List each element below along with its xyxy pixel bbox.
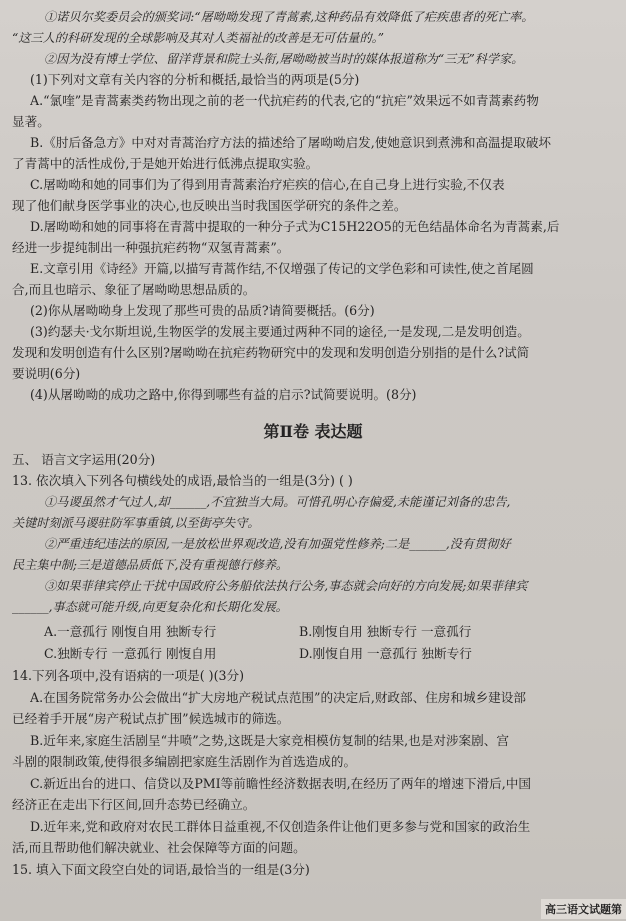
text-line: A.在国务院常务办公会做出“扩大房地产税试点范围”的决定后,财政部、住房和城乡建设部 xyxy=(30,689,526,705)
text-line: 斗剧的限制政策,使得很多编剧把家庭生活剧作为首选造成的。 xyxy=(12,754,357,769)
text-line: ①诺贝尔奖委员会的颁奖词:“屠呦呦发现了青蒿素,这种药品有效降低了疟疾患者的死亡率。 xyxy=(44,10,534,24)
text-line: ②严重违纪违法的原因,一是放松世界观改造,没有加强党性修养;二是______,没有贯彻好 xyxy=(44,537,511,551)
page-footer: 高三语文试题第 xyxy=(541,899,626,919)
text-line: (1)下列对文章有关内容的分析和概括,最恰当的两项是(5分) xyxy=(30,72,360,87)
text-line: B.《肘后备急方》中对对青蒿治疗方法的描述给了屠呦呦启发,使她意识到煮沸和高温提取破坏 xyxy=(30,135,552,150)
option: C.独断专行 一意孤行 刚愎自用 xyxy=(44,646,217,661)
text-line: 现了他们献身医学事业的决心,也反映出当时我国医学研究的条件之差。 xyxy=(12,198,407,213)
text-line: 了青蒿中的活性成份,于是她开始进行低沸点提取实验。 xyxy=(12,156,319,171)
option: B.刚愎自用 独断专行 一意孤行 xyxy=(299,624,472,639)
text-line: ③如果菲律宾停止干扰中国政府公务船依法执行公务,事态就会向好的方向发展;如果菲律宾 xyxy=(44,579,528,593)
text-line: “这三人的科研发现的全球影响及其对人类福祉的改善是无可估量的。” xyxy=(12,31,384,45)
text-line: (3)约瑟夫·戈尔斯坦说,生物医学的发展主要通过两种不同的途径,一是发现,二是发明创造。 xyxy=(30,324,530,339)
text-line: 五、 语言文字运用(20分) xyxy=(12,452,156,467)
text-line: 15. 填入下面文段空白处的词语,最恰当的一组是(3分) xyxy=(12,861,310,877)
text-line: D.屠呦呦和她的同事将在青蒿中提取的一种分子式为C15H22O5的无色结晶体命名为青蒿素,后 xyxy=(30,219,560,234)
option-row xyxy=(44,645,624,663)
text-line: (4)从屠呦呦的成功之路中,你得到哪些有益的启示?试简要说明。(8分) xyxy=(30,387,417,402)
text-line: 关键时刻派马谡驻防军事重镇,以至街亭失守。 xyxy=(12,516,260,530)
text-line: 民主集中制;三是道德品质低下,没有重视德行修养。 xyxy=(12,558,289,572)
text-line: 显著。 xyxy=(12,114,50,129)
text-line: A.“氯喹”是青蒿素类药物出现之前的老一代抗疟药的代表,它的“抗疟”效果远不如青蒿素药物 xyxy=(30,93,539,108)
text-line: C.屠呦呦和她的同事们为了得到用青蒿素治疗疟疾的信心,在自己身上进行实验,不仅表 xyxy=(30,177,505,192)
option: A.一意孤行 刚愎自用 独断专行 xyxy=(44,624,217,639)
text-line: 经进一步提纯制出一种强抗疟药物“双氢青蒿素”。 xyxy=(12,240,290,255)
text-line: B.近年来,家庭生活剧呈“井喷”之势,这既是大家竞相模仿复制的结果,也是对涉案剧、宫 xyxy=(30,732,509,748)
text-line: ______,事态就可能升级,向更复杂化和长期化发展。 xyxy=(12,600,288,614)
text-line: 活,而且帮助他们解决就业、社会保障等方面的问题。 xyxy=(12,840,306,855)
text-line: 要说明(6分) xyxy=(12,366,81,381)
text-line: 合,而且也暗示、象征了屠呦呦思想品质的。 xyxy=(12,282,256,297)
text-line: 发现和发明创造有什么区别?屠呦呦在抗疟药物研究中的发现和发明创造分别指的是什么?试简 xyxy=(12,345,530,360)
text-line: ①马谡虽然才气过人,却______,不宜独当大局。可惜孔明心存偏爱,未能谨记刘备的忠告, xyxy=(44,495,511,509)
text-line: D.近年来,党和政府对农民工群体日益重视,不仅创造条件让他们更多参与党和国家的政治生 xyxy=(30,818,531,834)
option-row xyxy=(44,623,624,641)
section-title: 第Ⅱ卷 表达题 xyxy=(263,422,363,441)
text-line: 经济正在走出下行区间,回升态势已经确立。 xyxy=(12,797,256,812)
option: D.刚愎自用 一意孤行 独断专行 xyxy=(299,646,472,661)
text-line: 13. 依次填入下列各句横线处的成语,最恰当的一组是(3分) ( ) xyxy=(12,473,353,488)
text-line: E.文章引用《诗经》开篇,以描写青蒿作结,不仅增强了传记的文学色彩和可读性,使之首尾圆 xyxy=(30,261,534,276)
text-line: (2)你从屠呦呦身上发现了那些可贵的品质?请简要概括。(6分) xyxy=(30,303,375,318)
text-line: 14.下列各项中,没有语病的一项是( )(3分) xyxy=(12,668,245,683)
text-line: C.新近出台的进口、信贷以及PMI等前瞻性经济数据表明,在经历了两年的增速下滑后,中国 xyxy=(30,775,531,791)
text-line: ②因为没有博士学位、留洋背景和院士头衔,屠呦呦被当时的媒体报道称为“三无”科学家。 xyxy=(44,52,524,66)
text-line: 已经着手开展“房产税试点扩围”候选城市的筛选。 xyxy=(12,711,290,726)
